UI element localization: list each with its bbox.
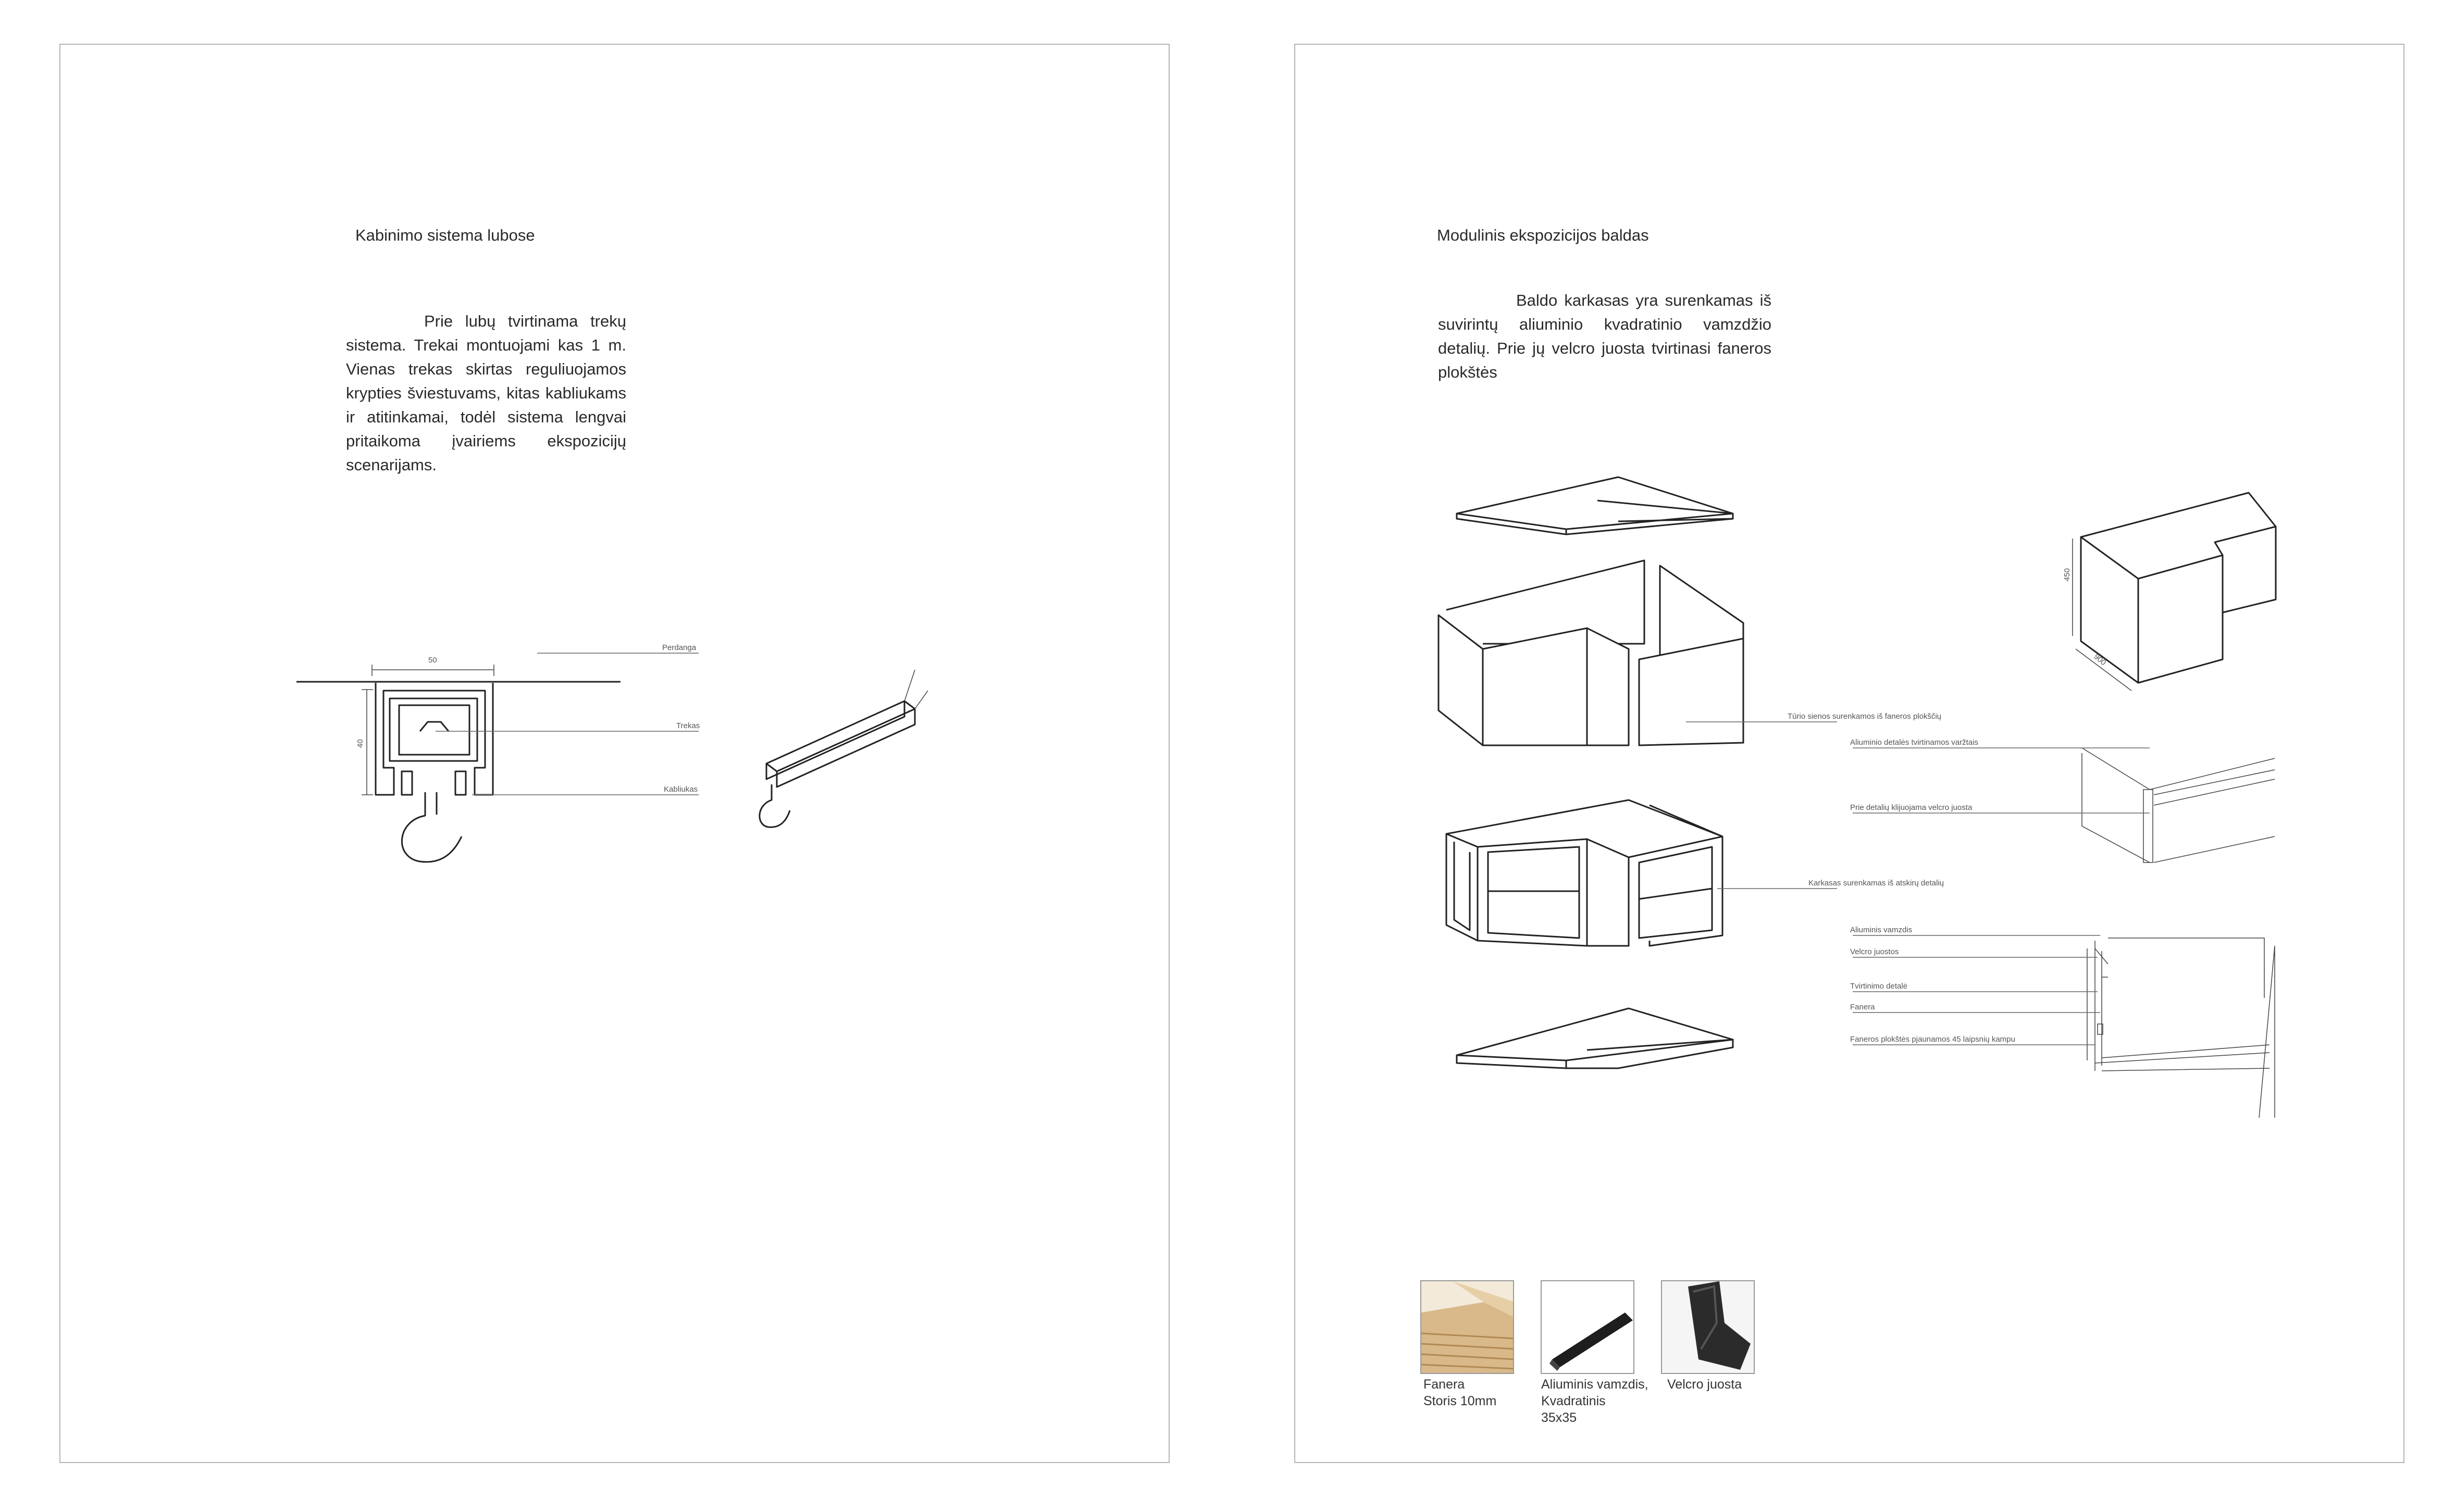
trolley	[399, 705, 469, 755]
furniture-exploded-drawing	[1295, 45, 2405, 1464]
label-detail-2: Prie detalių klijuojama velcro juosta	[1850, 803, 1973, 812]
label-detail-1: Aliuminio detalės tvirtinamos varžtais	[1850, 738, 1978, 747]
track-profile	[376, 683, 493, 795]
caption-aluminium-line-1: Aliuminis vamzdis,	[1541, 1377, 1648, 1392]
label-perdanga: Perdanga	[662, 643, 697, 652]
dimension-width-label: 50	[428, 656, 437, 665]
caption-fanera-line-2: Storis 10mm	[1423, 1394, 1497, 1408]
label-section-3: Tvirtinimo detalė	[1850, 982, 1908, 991]
hook	[402, 792, 462, 862]
caption-aluminium	[1541, 1376, 1648, 1426]
left-page-paragraph: Prie lubų tvirtinama trekų sistema. Trekai montuojami kas 1 m. Vienas trekas skirtas reguliuojamos krypties šviestuvams, kitas kabliukams ir atitinkamai, todėl sistema lengvai pritaikoma įvairiems ekspozicijų scenarijams.	[346, 312, 626, 474]
caption-velcro-line-1: Velcro juosta	[1667, 1377, 1742, 1392]
swatch-velcro	[1661, 1280, 1755, 1374]
track-isometric	[760, 670, 928, 827]
label-section-1: Aliuminis vamzdis	[1850, 926, 1913, 934]
top-panels	[1457, 477, 1733, 534]
right-page-paragraph: Baldo karkasas yra surenkamas iš suvirintų aliuminio kvadratinio vamzdžio detalių. Prie jų velcro juosta tvirtinasi faneros plokštės	[1438, 291, 1771, 381]
label-frame: Karkasas surenkamas iš atskirų detalių	[1808, 879, 1944, 888]
right-page-title: Modulinis ekspozicijos baldas	[1437, 226, 1649, 244]
swatch-aluminium	[1541, 1280, 1634, 1374]
caption-aluminium-line-2: Kvadratinis	[1541, 1394, 1606, 1408]
aluminium-frame	[1446, 800, 1722, 946]
right-page	[1294, 44, 2404, 1463]
label-section-2: Velcro juostos	[1850, 947, 1899, 956]
dimension-450: 450	[2063, 568, 2072, 581]
caption-velcro	[1667, 1376, 1742, 1393]
caption-fanera	[1423, 1376, 1496, 1409]
left-page-title: Kabinimo sistema lubose	[355, 226, 535, 244]
corner-detail	[2082, 748, 2275, 863]
ceiling-track-drawing	[60, 45, 1171, 1464]
label-trekas: Trekas	[676, 721, 700, 730]
caption-fanera-line-1: Fanera	[1423, 1377, 1465, 1392]
caption-aluminium-line-3: 35x35	[1541, 1410, 1577, 1425]
furniture-block-view	[2063, 493, 2276, 691]
label-kabliukas: Kabliukas	[664, 785, 698, 794]
dimension-900: 900	[2092, 652, 2108, 668]
label-section-5: Faneros plokštės pjaunamos 45 laipsnių kampu	[1850, 1035, 2015, 1044]
bottom-panels	[1457, 1008, 1733, 1068]
wall-panels	[1438, 560, 1743, 745]
label-section-4: Fanera	[1850, 1003, 1875, 1011]
swatch-fanera	[1420, 1280, 1514, 1374]
label-walls: Tūrio sienos surenkamos iš faneros plokščių	[1788, 712, 1942, 721]
section-detail	[2087, 938, 2275, 1118]
left-page	[59, 44, 1170, 1463]
dimension-height-label: 40	[356, 739, 365, 748]
